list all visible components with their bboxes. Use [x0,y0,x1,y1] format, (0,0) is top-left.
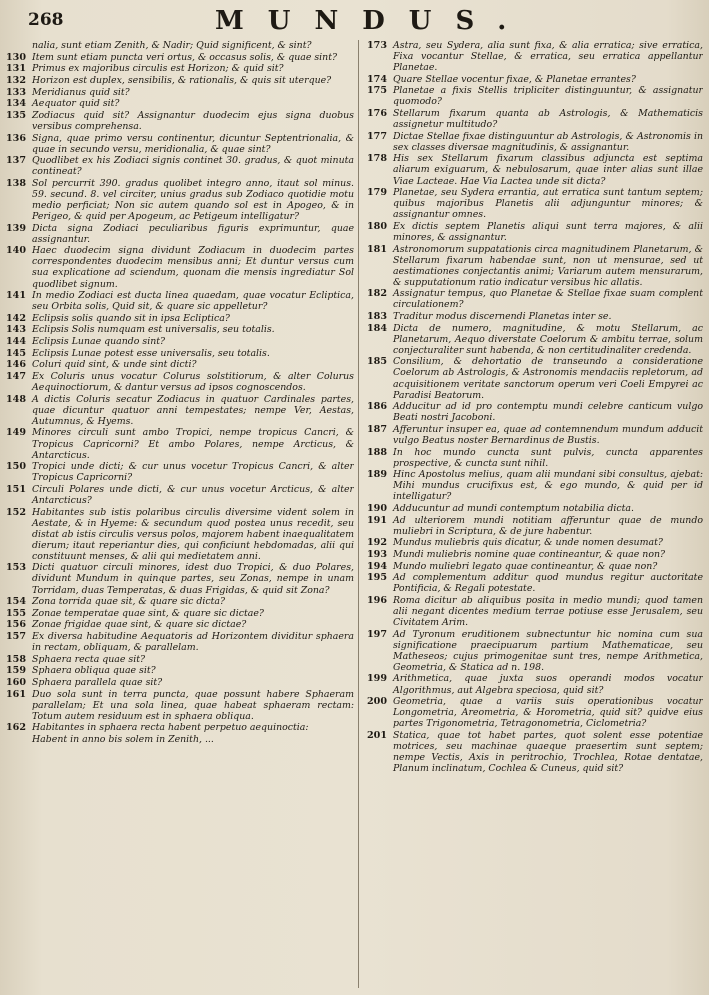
entry-number: 154 [6,596,27,608]
entry-number: 149 [6,427,27,439]
index-entry [4,313,354,324]
entry-number: 173 [367,40,388,51]
index-entry [4,608,354,619]
index-entry [365,629,703,673]
entry-number: 160 [6,677,27,689]
index-entry [4,87,354,98]
index-entry [4,98,354,109]
entry-text: Sphaera obliqua quae sit? [32,665,156,677]
entry-number: 186 [367,401,388,413]
index-entry [4,359,354,370]
entry-text: Ad Tyronum eruditionem subnectuntur hic nomina cum sua significatione praecipuarum partium Mathematicae, seu Matheseos; cujus primogenitae sunt tres, nempe Arithmetica, Geometria, & Statica ad n. 198. [393,628,703,673]
entry-text: Dicta de numero, magnitudine, & motu Stellarum, ac Planetarum, Aequo diverstate Coelorum & ambitu terrae, solum conjecturaliter sunt habenda, & non certitudinaliter credenda. [393,322,703,356]
entry-text: Meridianus quid sit? [32,86,130,98]
entry-number: 190 [367,503,388,515]
index-entry [4,665,354,676]
entry-text: Ad complementum additur quod mundus regitur auctoritate Pontificia, & Regali potestate. [393,572,703,595]
entry-text: Ex Coluris unus vocatur Colurus solstitiorum, & alter Colurus Aequinoctiorum, & dantur versus ad ipsos cognoscendos. [32,371,354,394]
entry-number: 139 [6,222,27,234]
entry-text: Zona torrida quae sit, & quare sic dicta? [32,596,226,608]
index-entry [365,469,703,502]
index-entry [4,52,354,63]
index-entry [365,221,703,243]
entry-text: Quodlibet ex his Zodiaci signis continet 30. gradus, & quot minuta contineat? [32,155,354,178]
index-entry [365,108,703,130]
index-entry [365,595,703,628]
entry-number: 130 [6,51,27,63]
entry-text: In medio Zodiaci est ducta linea quaedam, quae vocatur Ecliptica, seu Orbita solis, Quid sit, & quare sic appelletur? [32,290,354,313]
index-entry [4,631,354,653]
entry-number: 142 [6,312,27,324]
entry-text: Ex diversa habitudine Aequatoris ad Horizontem dividitur sphaera in rectam, obliquam, & parallelam. [32,631,354,654]
entry-number: 196 [367,594,388,606]
index-entry [365,572,703,594]
index-entry [4,562,354,595]
entry-text: Geometria, quae a variis suis operationibus vocatur Longometria, Areometria, & Horometria, quid sit? quidve eius partes Trigonometria, Tetragonometria, Ciclometria? [393,696,703,730]
entry-number: 134 [6,98,27,110]
index-entry [365,401,703,423]
entry-number: 177 [367,130,388,142]
index-entry [365,153,703,186]
entry-number: 147 [6,371,27,383]
entry-number: 136 [6,132,27,144]
entry-number: 156 [6,619,27,631]
entry-text: Consilium, & dehortatio de transeundo a consideratione Coelorum ab Astrologis, & Astronomis mendaciis repletorum, ad acquisitionem veritate sanctorum operum veri Coeli Empyrei ac Paradisi Beatorum. [393,356,703,401]
index-entry [4,596,354,607]
entry-number: 148 [6,393,27,405]
index-entry [4,324,354,335]
index-entry [365,74,703,85]
entry-text: Astronomorum suppatationis circa magnitudinem Planetarum, & Stellarum fixarum habendae sunt, non ut mensurae, sed ut aestimationes conjectantis animi; Variarum autem mensurarum, & supputationum ratio indicatur versibus hic allatis. [393,243,703,288]
entry-number: 195 [367,572,388,584]
page-header [0,4,709,38]
entry-number: 175 [367,85,388,97]
entry-text: His sex Stellarum fixarum classibus adjuncta est septima aliarum exiguarum, & nebulosarum, quae inter alias sunt illae Viae Lacteae. Hae Via Lactea unde sit dicta? [393,153,703,187]
entry-text: Primus ex majoribus circulis est Horizon; & quid sit? [32,63,284,75]
entry-text: Planetae a fixis Stellis tripliciter distinguuntur, & assignatur quomodo? [393,85,703,108]
index-entry [365,424,703,446]
index-entry [4,507,354,562]
index-entry [365,288,703,310]
entry-number: 183 [367,311,388,323]
entry-number: 144 [6,336,27,348]
index-entry [4,348,354,359]
entry-text: Signa, quae primo versu continentur, dicuntur Septentrionalia, & quae in secundo versu, meridionalia, & quae sint? [32,132,354,155]
entry-number: 199 [367,673,388,685]
index-entry [4,336,354,347]
entry-text: Ex dictis septem Planetis aliqui sunt terra majores, & alii minores, & assignantur. [393,220,703,243]
entry-number: 197 [367,628,388,640]
index-entry [4,722,354,733]
entry-text: Hinc Apostolus melius, quam alii mundani sibi consultus, ajebat: Mihi mundus crucifixus est, & ego mundo, & quid per id intelligatur? [393,469,703,503]
index-entry [365,356,703,400]
entry-text: Circuli Polares unde dicti, & cur unus vocetur Arcticus, & alter Antarcticus? [32,483,354,506]
entry-text: Minores circuli sunt ambo Tropici, nempe tropicus Cancri, & Tropicus Capricorni? Et ambo Polares, nempe Arcticus, & Antarcticus. [32,427,354,461]
index-entry [4,63,354,74]
entry-number: 178 [367,153,388,165]
index-entry [365,187,703,220]
index-entry [365,673,703,695]
entry-text: Adducuntur ad mundi contemptum notabilia dicta. [393,503,634,515]
entry-number: 200 [367,696,388,708]
entry-text: Item sunt etiam puncta veri ortus, & occasus solis, & quae sint? [32,51,338,63]
entry-text: Traditur modus discernendi Planetas inter se. [393,311,612,323]
entry-number: 174 [367,73,388,85]
entry-text: Sphaera parallela quae sit? [32,677,163,689]
entry-number: 194 [367,560,388,572]
index-entry [4,619,354,630]
index-entry [365,40,703,73]
entry-number: 181 [367,243,388,255]
entry-number: 151 [6,483,27,495]
entry-number: 161 [6,688,27,700]
index-entry [4,155,354,177]
entry-number: 159 [6,665,27,677]
entry-text: Assignatur tempus, quo Planetae & Stellae fixae suam complent circulationem? [393,288,703,311]
index-entry [4,133,354,155]
entry-text: Adducitur ad id pro contemptu mundi celebre canticum vulgo Beati nostri Jacoboni. [393,401,703,424]
entry-text: Horizon est duplex, sensibilis, & rationalis, & quis sit uterque? [32,74,332,86]
entry-text: Duo sola sunt in terra puncta, quae possunt habere Sphaeram parallelam; Et una sola linea, quae habeat sphaeram rectam: Totum autem residuum est in sphaera obliqua. [32,688,354,722]
entry-number: 192 [367,537,388,549]
entry-number: 135 [6,109,27,121]
entry-number: 180 [367,220,388,232]
index-entry [365,561,703,572]
entry-text: Habitantes in sphaera recta habent perpetuo aequinoctia: [32,722,309,734]
entry-text: Sphaera recta quae sit? [32,653,146,665]
entry-number: 158 [6,653,27,665]
index-entry [365,323,703,356]
index-entry [4,654,354,665]
index-entry [365,85,703,107]
index-entry [365,131,703,153]
entry-number: 152 [6,506,27,518]
entry-text: Eclipsis Lunae quando sint? [32,336,166,348]
entry-number: 133 [6,86,27,98]
index-entry [4,427,354,460]
entry-text: Eclipsis solis quando sit in ipsa Ecliptica? [32,312,230,324]
entry-text: nalia, sunt etiam Zenith, & Nadir; Quid significent, & sint? [32,40,312,51]
entry-text: Ad ulteriorem mundi notitiam afferuntur quae de mundo muliebri in Scriptura, & de jure habentur. [393,514,703,537]
index-entry [4,40,354,51]
entry-number: 153 [6,562,27,574]
index-entry [4,290,354,312]
entry-text: Habent in anno bis solem in Zenith, ... [32,734,214,746]
entry-text: Mundo muliebri legato quae contineantur, & quae non? [393,560,658,572]
entry-number: 143 [6,324,27,336]
entry-number: 155 [6,607,27,619]
index-entry [365,447,703,469]
index-entry [4,394,354,427]
entry-text: Haec duodecim signa dividunt Zodiacum in duodecim partes correspondentes duodecim mensibus anni; Et duntur versus cum sua explicatione ad sciendum, quonam die mensis ingrediatur Sol quodlibet signum. [32,245,354,290]
index-entry [4,75,354,86]
entry-number: 132 [6,74,27,86]
entry-text: Mundi muliebris nomine quae contineantur, & quae non? [393,548,666,560]
index-entry [4,734,354,745]
entry-text: Zonae temperatae quae sint, & quare sic dictae? [32,607,264,619]
entry-text: Astra, seu Sydera, alia sunt fixa, & alia erratica; sive erratica, Fixa vocantur Stellae, & erratica, seu erratica appellantur Planetae. [393,40,703,74]
index-entry [4,223,354,245]
entry-text: Zodiacus quid sit? Assignantur duodecim ejus signa duobus versibus comprehensa. [32,109,354,132]
entry-text: Dicti quatuor circuli minores, idest duo Tropici, & duo Polares, dividunt Mundum in quinque partes, seu Zonas, nempe in unam Torridam, duas Temperatas, & duas Frigidas, & quid sit Zona? [32,562,354,596]
entry-text: Quare Stellae vocentur fixae, & Planetae errantes? [393,73,636,85]
entry-text: Zonae frigidae quae sint, & quare sic dictae? [32,619,247,631]
entry-number: 179 [367,187,388,199]
entry-text: In hoc mundo cuncta sunt pulvis, cuncta apparentes prospective, & cuncta sunt nihil. [393,446,703,469]
entry-number: 145 [6,347,27,359]
entry-text: Sol percurrit 390. gradus quolibet integro anno, itaut sol minus. 59. secund. 8. vel circiter, unius gradus sub Zodiaco quotidie motu medio perficiat; Non sic autem quando sol est in Apogeo, & in Perigeo, & quid per Apogeum, ac Petigeum intelligatur? [32,177,354,223]
entry-number: 187 [367,423,388,435]
index-entry [4,677,354,688]
entry-number: 191 [367,514,388,526]
index-entry [365,696,703,729]
index-entry [365,537,703,548]
entry-text: Dicta signa Zodiaci peculiaribus figuris exprimuntur, quae assignantur. [32,222,354,245]
entry-number: 140 [6,245,27,257]
entry-text: A dictis Coluris secatur Zodiacus in quatuor Cardinales partes, quae dicuntur quatuor anni tempestates; nempe Ver, Aestas, Autumnus, & Hyems. [32,393,354,427]
index-entry [4,245,354,289]
index-entry [4,178,354,222]
index-entry [4,110,354,132]
entry-text: Mundus muliebris quis dicatur, & unde nomen desumat? [393,537,663,549]
entry-text: Roma dicitur ab aliquibus posita in medio mundi; quod tamen alii negant dicentes medium terrae potiuse esse Jerusalem, seu Civitatem Arim. [393,594,703,629]
right-column [365,40,703,990]
entry-text: Dictae Stellae fixae distinguuntur ab Astrologis, & Astronomis in sex classes diversae magnitudinis, & assignantur. [393,130,703,153]
index-entry [4,461,354,483]
entry-text: Planetae, seu Sydera errantia, aut erratica sunt tantum septem; quibus majoribus Planetis alii adjunguntur minores; & assignantur omnes. [393,187,703,221]
index-entry [365,549,703,560]
entry-number: 182 [367,288,388,300]
column-divider [358,40,359,988]
entry-text: Tropici unde dicti; & cur unus vocetur Tropicus Cancri, & alter Tropicus Capricorni? [32,461,354,484]
index-entry [365,311,703,322]
index-entry [365,503,703,514]
entry-number: 131 [6,63,27,75]
entry-text: Habitantes sub istis polaribus circulis diversime vident solem in Aestate, & in Hyeme: & secundum quod postea unus recedit, seu distat ab istis circulis versus polos, majorem habent inaequalitatem dierum; itaut reperiantur dies, qui conficiunt hebdomadas, alii qui constituunt menses, & alii qui medietatem anni. [32,506,354,562]
entry-text: Eclipsis Lunae potest esse universalis, seu totalis. [32,347,270,359]
entry-text: Stellarum fixarum quanta ab Astrologis, & Mathematicis assignetur multitudo? [393,108,703,131]
entry-text: Aequator quid sit? [32,98,120,110]
entry-number: 185 [367,356,388,368]
entry-number: 193 [367,548,388,560]
entry-number: 188 [367,446,388,458]
entry-number: 146 [6,359,27,371]
entry-number: 162 [6,722,27,734]
entry-number: 189 [367,469,388,481]
entry-number: 141 [6,290,27,302]
index-entry [4,371,354,393]
entry-number: 201 [367,729,388,741]
entry-text: Afferuntur insuper ea, quae ad contemnendum mundum adducit vulgo Beatus noster Bernardinus de Bustis. [393,423,703,446]
entry-number: 157 [6,631,27,643]
entry-number: 137 [6,155,27,167]
entry-text: Coluri quid sint, & unde sint dicti? [32,359,197,371]
index-entry [365,244,703,288]
index-entry [4,484,354,506]
entry-number: 184 [367,322,388,334]
page-number: 268 [28,10,64,30]
entry-number: 176 [367,108,388,120]
entry-text: Arithmetica, quae juxta suos operandi modos vocatur Algorithmus, aut Algebra speciosa, quid sit? [393,673,703,696]
left-column [4,40,354,990]
running-title: MUNDUS. [215,6,531,36]
entry-number: 150 [6,461,27,473]
index-entry [4,689,354,722]
entry-text: Eclipsis Solis numquam est universalis, seu totalis. [32,324,275,336]
index-entry [365,515,703,537]
index-entry [365,730,703,774]
entry-number: 138 [6,177,27,189]
entry-text: Statica, quae tot habet partes, quot solent esse potentiae motrices, seu machinae quaeque praesertim sunt septem; nempe Vectis, Axis in peritrochio, Trochlea, Rotae dentatae, Planum inclinatum, Cochlea & Cuneus, quid sit? [393,729,703,775]
